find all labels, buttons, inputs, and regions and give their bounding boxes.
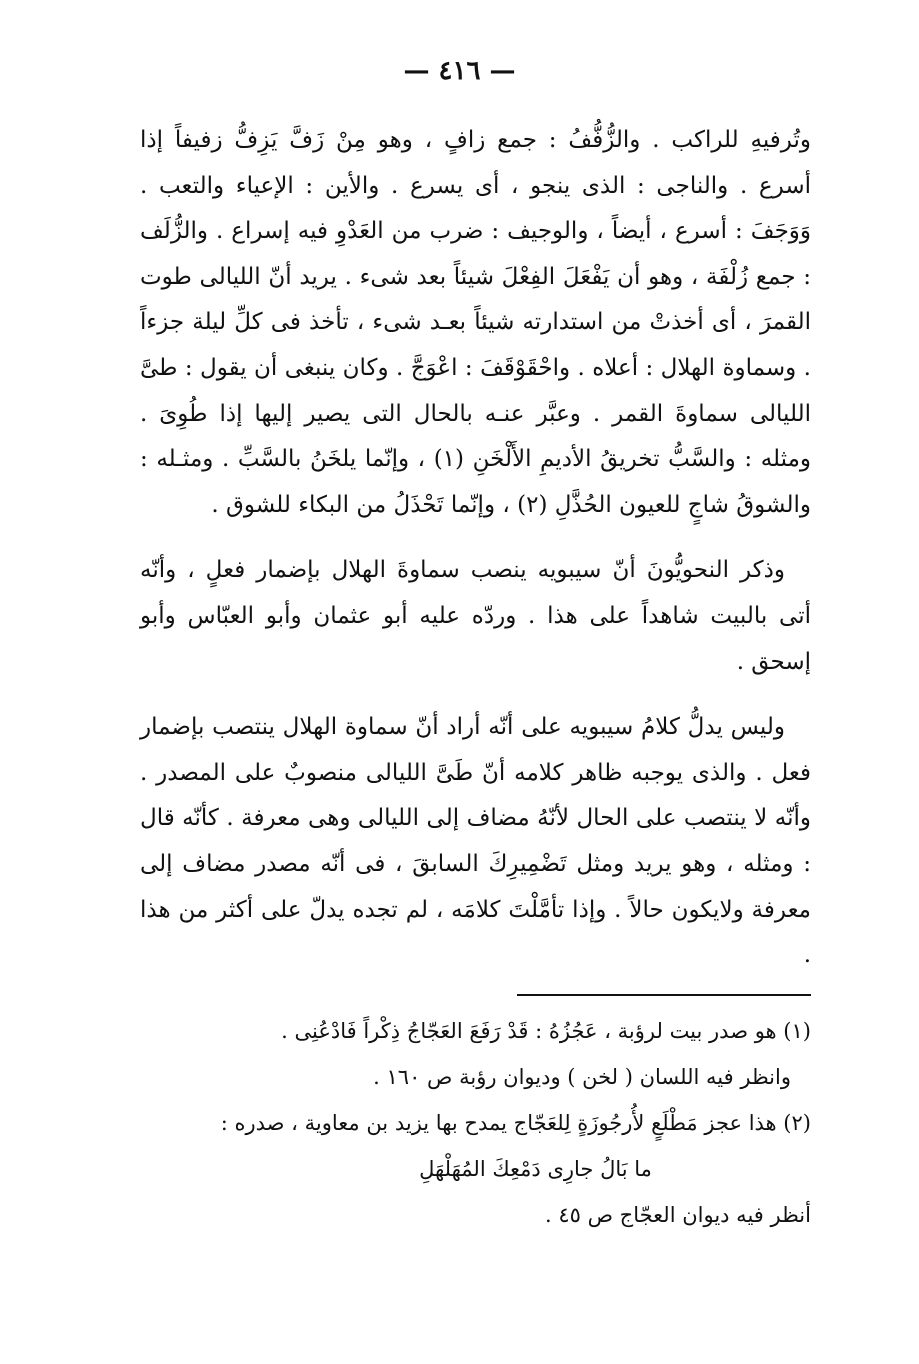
- footnote-2-line-1: (٢) هذا عجز مَطْلَعٍ لأُرجُوزَةٍ لِلعَجّاج يمدح بها يزيد بن معاوية ، صدره :: [220, 1111, 811, 1135]
- footnotes: [140, 1008, 811, 1238]
- footnote-2-line-3: أنظر فيه ديوان العجّاج ص ٤٥ .: [545, 1203, 811, 1227]
- paragraph-3: وليس يدلُّ كلامُ سيبويه على أنّه أراد أنّ سماوة الهلال ينتصب بإضمار فعل . والذى يوجبه ظاهر كلامه أنّ طَىَّ الليالى منصوبٌ على المصدر . وأنّه لا ينتصب على الحال لأنّهُ مضاف إلى الليالى وهى معرفة . كأنّه قال : ومثله ، وهو يريد ومثل تَضْمِيرِكَ السابقَ ، فى أنّه مصدر مضاف إلى معرفة ولايكون حالاً . وإذا تأمَّلْتَ كلامَه ، لم تجده يدلّ على أكثر من هذا .: [140, 714, 811, 969]
- footnote-divider: [517, 994, 811, 996]
- page-number: — ٤١٦ —: [403, 56, 516, 86]
- main-text: [140, 118, 811, 979]
- footnote-1-line-1: (١) هو صدر بيت لرؤبة ، عَجُزُهُ : قَدْ رَفَعَ العَجّاجُ ذِكْراً فَادْعُنِى .: [281, 1019, 811, 1043]
- paragraph-1: وتُرفيهِ للراكب . والزُّفُّفُ : جمع زافٍ ، وهو مِنْ زَفَّ يَزِفُّ زفيفاً إذا أسرع . والناجى : الذى ينجو ، أى يسرع . والأين : الإعياء والتعب . وَوَجَفَ : أسرع ، أيضاً ، والوجيف : ضرب من العَدْوِ فيه إسراع . والزُّلَف : جمع زُلْفَة ، وهو أن يَفْعَلَ الفِعْلَ شيئاً بعد شىء . يريد أنّ الليالى طوت القمرَ ، أى أخذتْ من استدارته شيئاً بعـد شىء ، تأخذ فى كلِّ ليلة جزءاً . وسماوة الهلال : أعلاه . واحْقَوْقَفَ : اعْوَجَّ . وكان ينبغى أن يقول : طىَّ الليالى سماوةَ القمر . وعبَّر عنـه بالحال التى يصير إليها إذا طُوِىَ . ومثله : والسَّبُّ تخريقُ الأديمِ الأَلْخَنِ (١) ، وإنّما يلخَنُ بالسَّبِّ . ومثـله : والشوقُ شاجٍ للعيون الحُذَّلِ (٢) ، وإنّما تَحْذَلُ من البكاء للشوق .: [140, 127, 812, 518]
- paragraph-2: وذكر النحويُّونَ أنّ سيبويه ينصب سماوةَ الهلال بإضمار فعلٍ ، وأنّه أتى بالبيت شاهداً على هذا . وردّه عليه أبو عثمان وأبو العبّاس وأبو إسحق .: [140, 557, 811, 675]
- footnote-2-verse: ما بَالُ جارِى دَمْعِكَ المُهَلْهَلِ: [419, 1157, 652, 1181]
- footnote-1-line-2: وانظر فيه اللسان ( لخن ) وديوان رؤبة ص ١٦٠ .: [373, 1065, 791, 1089]
